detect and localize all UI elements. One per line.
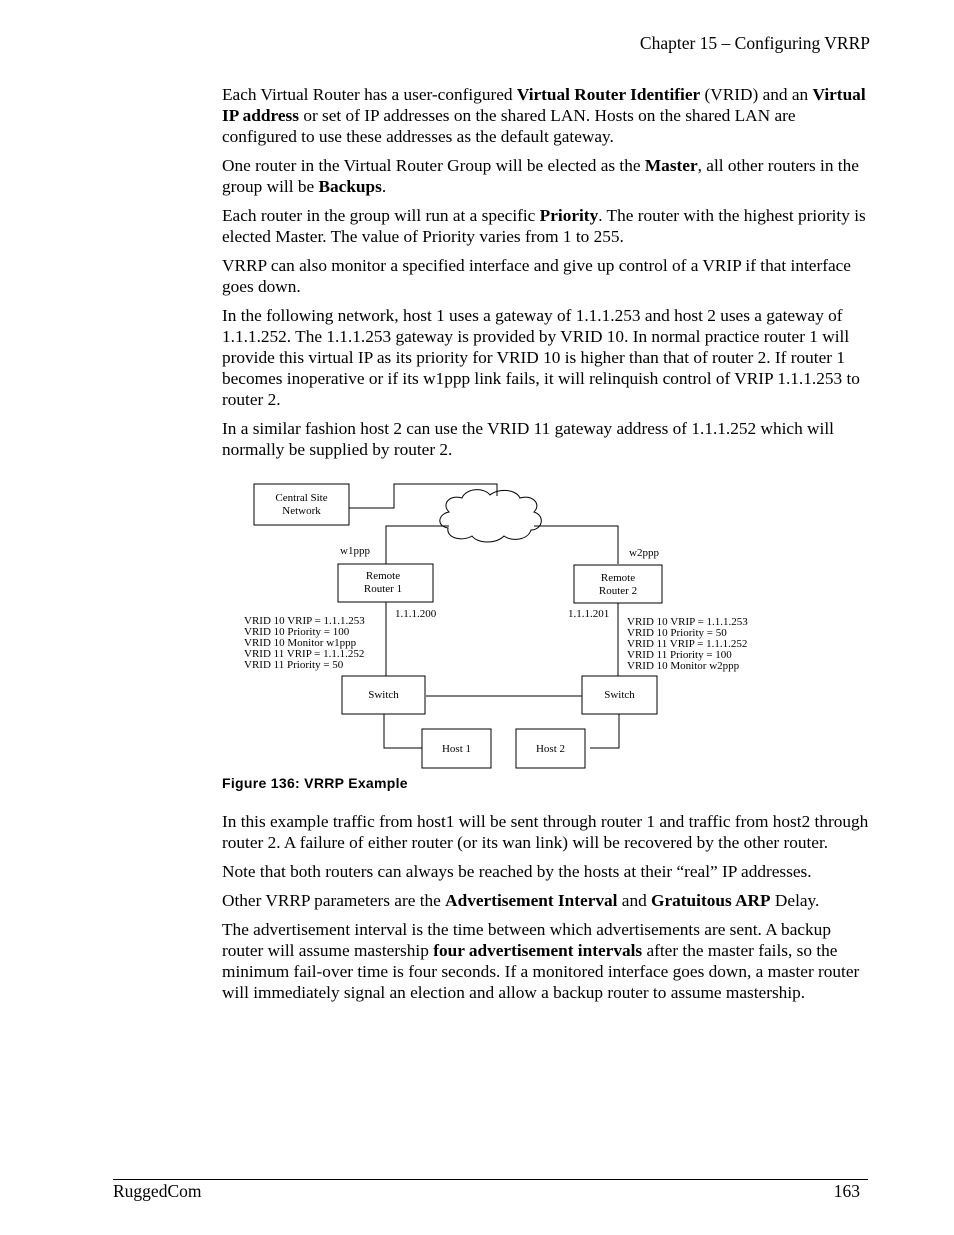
paragraph — [222, 811, 872, 853]
text-run: Other VRRP parameters are the — [222, 891, 446, 910]
router-1-config-block — [244, 615, 365, 671]
host-2-label: Host 2 — [535, 743, 566, 755]
paragraph — [222, 890, 872, 911]
svg-text:VRID 11 VRIP = 1.1.1.252: VRID 11 VRIP = 1.1.1.252 — [244, 648, 365, 660]
bold-term: Gratuitous ARP — [651, 891, 771, 910]
router-2-label-line1: Remote — [600, 572, 636, 584]
body-text-top — [222, 84, 872, 468]
text-run: In this example traffic from host1 will be sent through router 1 and traffic from host2 through router 2. A failure of either router (or its wan link) will be recovered by the other router. — [222, 812, 869, 852]
svg-text:VRID 10 Monitor w2ppp: VRID 10 Monitor w2ppp — [627, 660, 740, 672]
svg-text:VRID 11 Priority = 100: VRID 11 Priority = 100 — [627, 649, 732, 661]
text-run: Delay. — [770, 891, 820, 910]
bold-term: Virtual IP address — [222, 85, 866, 125]
svg-text:VRID 11 Priority = 50: VRID 11 Priority = 50 — [244, 659, 344, 671]
text-run: Each Virtual Router has a user-configured — [222, 85, 517, 104]
svg-text:VRID 10 VRIP = 1.1.1.253: VRID 10 VRIP = 1.1.1.253 — [244, 615, 365, 627]
paragraph — [222, 861, 872, 882]
router-1-label-line2: Router 1 — [363, 583, 403, 595]
bold-term: Virtual Router Identifier — [516, 85, 701, 104]
svg-text:VRID 10 Monitor w1ppp: VRID 10 Monitor w1ppp — [244, 637, 357, 649]
text-run: after the master fails, so the minimum fail-over time is four seconds. If a monitored interface goes down, a master router will immediately signal an election and allow a backup router to assume mastership. — [222, 941, 860, 1002]
router-2-config-block — [627, 616, 748, 672]
svg-text:VRID 10 Priority = 50: VRID 10 Priority = 50 — [627, 627, 727, 639]
text-run: In a similar fashion host 2 can use the VRID 11 gateway address of 1.1.1.252 which will normally be supplied by router 2. — [222, 419, 834, 459]
router-1-label-line1: Remote — [365, 570, 401, 582]
text-run: . — [381, 177, 387, 196]
svg-text:VRID 11 VRIP = 1.1.1.252: VRID 11 VRIP = 1.1.1.252 — [627, 638, 748, 650]
footer-company: RuggedCom — [113, 1181, 202, 1201]
text-run: In the following network, host 1 uses a gateway of 1.1.1.253 and host 2 uses a gateway of 1.1.1.252. The 1.1.1.253 gateway is provided by VRID 10. In normal practice router 1 will provide this virtual IP as its priority for VRID 10 is higher than that of router 2. If router 1 becomes inoperative or if its w1ppp link fails, it will relinquish control of VRIP 1.1.1.253 to router 2. — [222, 306, 860, 409]
central-site-label-line2: Network — [282, 505, 321, 517]
paragraph — [222, 418, 872, 460]
text-run: VRRP can also monitor a specified interface and give up control of a VRIP if that interface goes down. — [222, 256, 851, 296]
cloud-icon — [440, 490, 541, 542]
text-run: Each router in the group will run at a specific — [222, 206, 540, 225]
svg-text:VRID 10 Priority = 100: VRID 10 Priority = 100 — [244, 626, 350, 638]
paragraph — [222, 155, 872, 197]
paragraph — [222, 305, 872, 410]
paragraph — [222, 919, 872, 1003]
paragraph — [222, 255, 872, 297]
svg-text:VRID 10 VRIP = 1.1.1.253: VRID 10 VRIP = 1.1.1.253 — [627, 616, 748, 628]
bold-term: Priority — [539, 206, 599, 225]
text-run: (VRID) and an — [700, 85, 813, 104]
text-run: . The router with the highest priority is elected Master. The value of Priority varies from 1 to 255. — [222, 206, 866, 246]
router-2-ip-label: 1.1.1.201 — [568, 608, 610, 620]
host-1-label: Host 1 — [441, 743, 472, 755]
body-text-bottom — [222, 811, 872, 1011]
router-2-label-line2: Router 2 — [598, 585, 638, 597]
central-site-label-line1: Central Site — [275, 492, 328, 504]
switch-2-label: Switch — [604, 689, 635, 701]
text-run: The advertisement interval is the time between which advertisements are sent. A backup router will assume mastership — [222, 920, 831, 960]
router-1-ip-label: 1.1.1.200 — [395, 608, 437, 620]
paragraph — [222, 84, 872, 147]
w1ppp-label: w1ppp — [340, 545, 370, 557]
footer-rule — [113, 1179, 868, 1180]
bold-term: Master — [644, 156, 698, 175]
footer-page-number: 163 — [833, 1181, 860, 1201]
w2ppp-label: w2ppp — [629, 547, 659, 559]
figure-caption: Figure 136: VRRP Example — [222, 775, 408, 791]
text-run: , all other routers in the group will be — [222, 156, 859, 196]
text-run: One router in the Virtual Router Group will be elected as the — [222, 156, 645, 175]
remote-router-2-box — [574, 565, 662, 603]
text-run: and — [617, 891, 652, 910]
switch-1-label: Switch — [368, 689, 399, 701]
text-run: or set of IP addresses on the shared LAN. Hosts on the shared LAN are configured to use these addresses as the default gateway. — [222, 106, 796, 146]
paragraph — [222, 205, 872, 247]
text-run: Note that both routers can always be reached by the hosts at their “real” IP addresses. — [222, 862, 812, 881]
bold-term: Advertisement Interval — [445, 891, 618, 910]
vrrp-network-diagram — [236, 476, 776, 776]
running-header: Chapter 15 – Configuring VRRP — [639, 33, 870, 53]
bold-term: four advertisement intervals — [433, 941, 643, 960]
bold-term: Backups — [318, 177, 382, 196]
